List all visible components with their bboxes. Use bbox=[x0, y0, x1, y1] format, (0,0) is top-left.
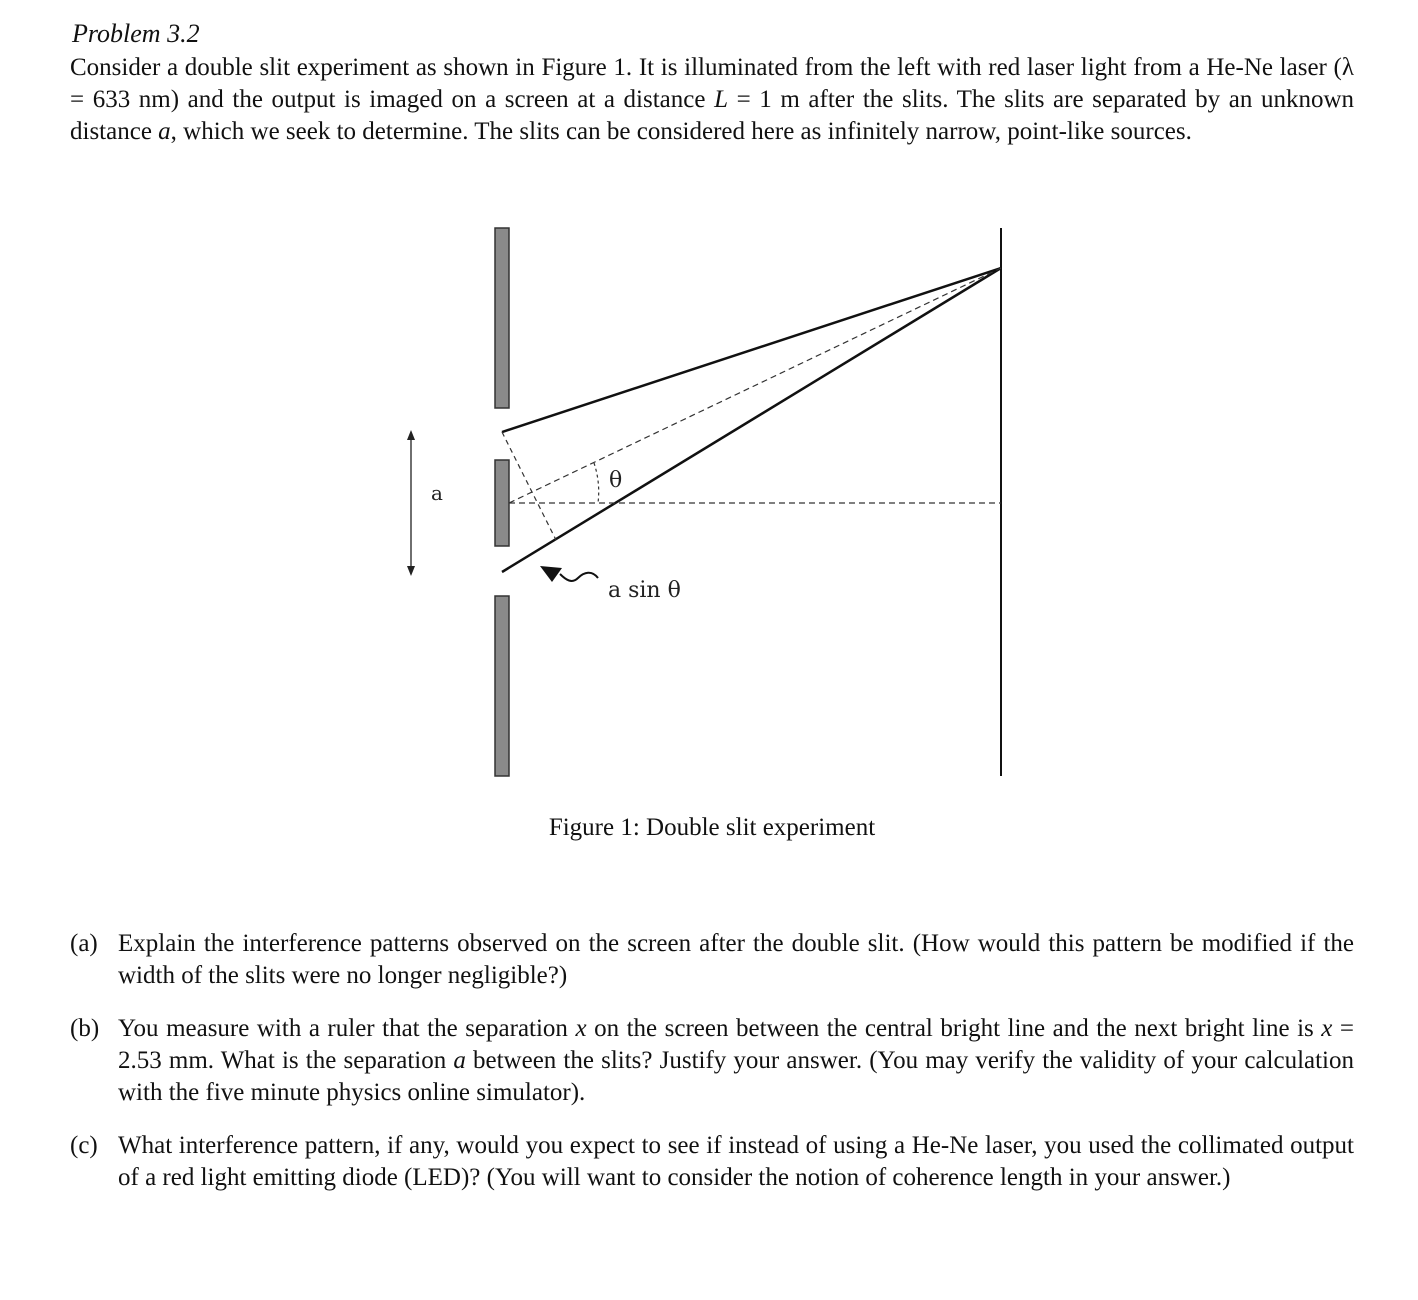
part-text: What interference pattern, if any, would you expect to see if instead of using a He-Ne laser, you used the collimated output of a red light emitting diode (LED)? (You will want to consider the notion of coherence length in your answer.) bbox=[118, 1132, 1354, 1191]
double-slit-diagram bbox=[0, 210, 1418, 810]
question-parts bbox=[70, 928, 1354, 1215]
part-label: (a) bbox=[70, 930, 98, 957]
barrier-middle bbox=[495, 460, 509, 546]
part-label: (c) bbox=[70, 1132, 98, 1159]
label-a-sin-theta: a sin θ bbox=[608, 578, 681, 603]
part-b bbox=[70, 1013, 1354, 1109]
ray-center-dashed bbox=[509, 268, 1001, 503]
barrier-top bbox=[495, 228, 509, 408]
figure-caption: Figure 1: Double slit experiment bbox=[548, 814, 876, 841]
part-text: Explain the interference patterns observed on the screen after the double slit. (How would this pattern be modified if the width of the slits were no longer negligible?) bbox=[118, 930, 1354, 989]
problem-title: Problem 3.2 bbox=[72, 19, 200, 48]
ray-lower bbox=[502, 268, 1001, 572]
barrier-bottom bbox=[495, 596, 509, 776]
label-theta: θ bbox=[609, 468, 623, 493]
double-slit-figure bbox=[0, 210, 1418, 870]
part-text: You measure with a ruler that the separation x on the screen between the central bright line and the next bright line is x = 2.53 mm. What is the separation a between the slits? Justify your answer. (You may verify the validity of your calculation with the five minute physics online simulator). bbox=[118, 1015, 1355, 1106]
problem-intro: Consider a double slit experiment as shown in Figure 1. It is illuminated from the left with red laser light from a He-Ne laser (λ = 633 nm) and the output is imaged on a screen at a distance L = 1 m after the slits. The slits are separated by an unknown distance a, which we seek to determine. The slits can be considered here as infinitely narrow, point-like sources. bbox=[70, 54, 1354, 145]
ray-upper bbox=[502, 268, 1001, 432]
path-diff-arrow bbox=[560, 573, 598, 581]
theta-arc bbox=[594, 463, 599, 503]
perpendicular-dashed bbox=[502, 432, 556, 540]
part-label: (b) bbox=[70, 1015, 100, 1042]
problem-block bbox=[70, 18, 1354, 148]
part-c bbox=[70, 1130, 1354, 1194]
label-a: a bbox=[431, 481, 443, 505]
part-a bbox=[70, 928, 1354, 992]
